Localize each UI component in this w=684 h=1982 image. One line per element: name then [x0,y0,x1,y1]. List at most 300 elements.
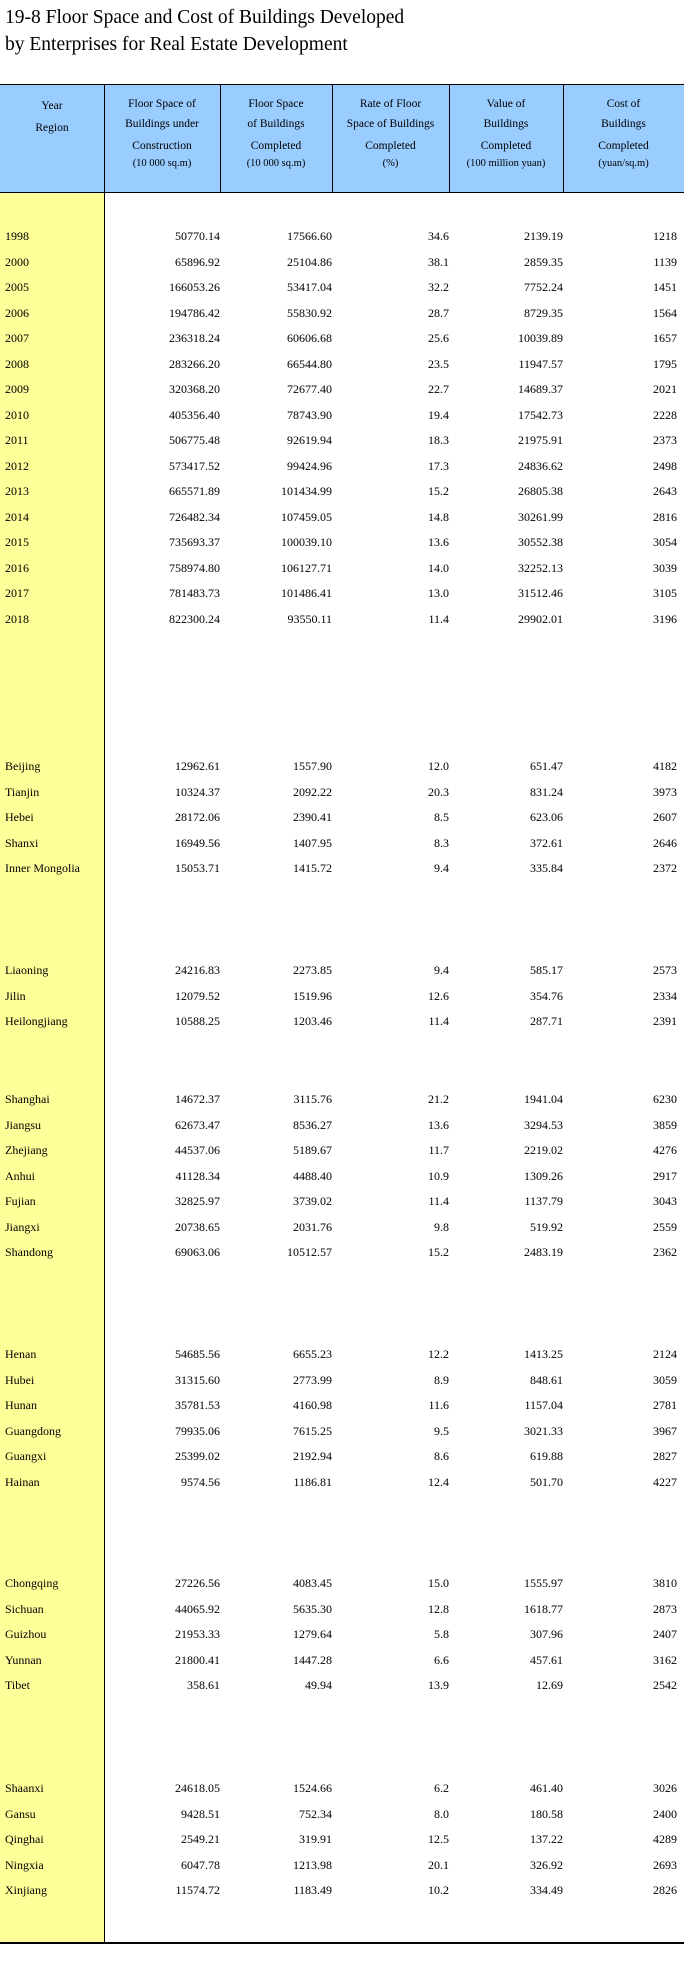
table-cell: 99424.96 [287,459,332,473]
table-row [0,1139,684,1161]
table-cell: 32825.97 [175,1194,220,1208]
table-row [0,531,684,553]
table-cell: 8.0 [434,1807,449,1821]
table-row [0,378,684,400]
row-label: 2016 [5,561,29,575]
table-cell: 21.2 [428,1092,449,1106]
row-label: 2010 [5,408,29,422]
table-cell: 585.17 [530,963,563,977]
table-cell: 4276 [653,1143,677,1157]
table-cell: 11947.57 [518,357,563,371]
table-cell: 72677.40 [287,382,332,396]
table-cell: 14.8 [428,510,449,524]
table-cell: 3294.53 [524,1118,563,1132]
header-line: Rate of Floor [359,98,422,110]
table-cell: 3739.02 [293,1194,332,1208]
table-cell: 8.5 [434,810,449,824]
table-cell: 405356.40 [169,408,220,422]
table-cell: 11.7 [428,1143,449,1157]
table-row [0,404,684,426]
table-cell: 31512.46 [518,586,563,600]
row-label: Beijing [5,759,41,773]
table-cell: 831.24 [530,785,563,799]
header-line: Completed [598,140,649,152]
row-label: Gansu [5,1807,36,1821]
table-cell: 326.92 [530,1858,563,1872]
table-cell: 3967 [653,1424,677,1438]
table-cell: 24618.05 [175,1781,220,1795]
table-row [0,1241,684,1263]
table-cell: 9.4 [434,861,449,875]
table-cell: 752.34 [299,1807,332,1821]
row-label: 2007 [5,331,29,345]
table-cell: 307.96 [530,1627,563,1641]
table-cell: 1203.46 [293,1014,332,1028]
table-row [0,1777,684,1799]
table-row [0,1854,684,1876]
table-row [0,1649,684,1671]
row-label: 2005 [5,280,29,294]
table-row [0,1828,684,1850]
row-label: Hainan [5,1475,40,1489]
header-line: Value of [486,98,526,110]
table-cell: 1415.72 [293,861,332,875]
row-label: 2014 [5,510,29,524]
table-cell: 4083.45 [293,1576,332,1590]
row-label: 2015 [5,535,29,549]
table-cell: 3059 [653,1373,677,1387]
table-row [0,1420,684,1442]
table-cell: 20.3 [428,785,449,799]
table-cell: 11.4 [428,1014,449,1028]
table-cell: 2646 [653,836,677,850]
row-label: Ningxia [5,1858,44,1872]
table-cell: 1413.25 [524,1347,563,1361]
table-cell: 17566.60 [287,229,332,243]
row-label: Henan [5,1347,37,1361]
table-bottom-rule [0,1942,684,1944]
row-label: Anhui [5,1169,35,1183]
header-line: Space of Buildings [346,118,435,130]
table-cell: 7615.25 [293,1424,332,1438]
header-line: Floor Space of [128,98,196,110]
row-label: Shanghai [5,1092,50,1106]
table-cell: 2334 [653,989,677,1003]
table-row [0,857,684,879]
table-cell: 1279.64 [293,1627,332,1641]
table-cell: 106127.71 [281,561,332,575]
row-label: 2013 [5,484,29,498]
table-cell: 8729.35 [524,306,563,320]
table-cell: 9.5 [434,1424,449,1438]
table-cell: 93550.11 [287,612,332,626]
table-cell: 92619.94 [287,433,332,447]
table-cell: 1137.79 [524,1194,563,1208]
table-cell: 6230 [653,1092,677,1106]
table-row [0,806,684,828]
table-cell: 13.6 [428,535,449,549]
row-label: 2000 [5,255,29,269]
table-cell: 15.2 [428,1245,449,1259]
header-divider [104,85,105,192]
table-cell: 12.4 [428,1475,449,1489]
title-line-1: 19-8 Floor Space and Cost of Buildings Developed [5,7,405,28]
table-cell: 10324.37 [175,785,220,799]
table-cell: 2483.19 [524,1245,563,1259]
table-cell: 457.61 [530,1653,563,1667]
header-divider [449,85,450,192]
table-cell: 2559 [653,1220,677,1234]
table-cell: 2373 [653,433,677,447]
table-row [0,1623,684,1645]
table-cell: 334.49 [530,1883,563,1897]
table-cell: 32252.13 [518,561,563,575]
table-cell: 2498 [653,459,677,473]
header-line: (100 million yuan) [466,158,546,169]
table-row [0,959,684,981]
table-cell: 66544.80 [287,357,332,371]
table-cell: 11.4 [428,1194,449,1208]
table-cell: 14672.37 [175,1092,220,1106]
table-cell: 2391 [653,1014,677,1028]
table-cell: 1447.28 [293,1653,332,1667]
row-label: Guangxi [5,1449,47,1463]
table-cell: 2643 [653,484,677,498]
table-cell: 100039.10 [281,535,332,549]
table-cell: 44065.92 [175,1602,220,1616]
row-label: Guangdong [5,1424,61,1438]
table-cell: 18.3 [428,433,449,447]
table-cell: 665571.89 [169,484,220,498]
table-cell: 180.58 [530,1807,563,1821]
table-cell: 10.2 [428,1883,449,1897]
table-cell: 1186.81 [293,1475,332,1489]
table-row [0,302,684,324]
table-cell: 34.6 [428,229,449,243]
table-cell: 3859 [653,1118,677,1132]
table-row [0,1572,684,1594]
table-cell: 2192.94 [293,1449,332,1463]
row-label: Sichuan [5,1602,44,1616]
table-cell: 1139 [653,255,677,269]
table-row [0,1598,684,1620]
row-label: Hubei [5,1373,35,1387]
table-cell: 12.8 [428,1602,449,1616]
table-cell: 848.61 [530,1373,563,1387]
table-row [0,1088,684,1110]
table-cell: 3021.33 [524,1424,563,1438]
row-label: Zhejiang [5,1143,48,1157]
table-cell: 69063.06 [175,1245,220,1259]
table-cell: 8.3 [434,836,449,850]
table-cell: 14689.37 [518,382,563,396]
table-cell: 12.6 [428,989,449,1003]
table-cell: 372.61 [530,836,563,850]
row-label: Xinjiang [5,1883,47,1897]
table-cell: 781483.73 [169,586,220,600]
table-cell: 1657 [653,331,677,345]
table-cell: 65896.92 [175,255,220,269]
table-cell: 519.92 [530,1220,563,1234]
table-cell: 3973 [653,785,677,799]
row-label: Liaoning [5,963,49,977]
table-cell: 2917 [653,1169,677,1183]
table-cell: 1309.26 [524,1169,563,1183]
table-cell: 78743.90 [287,408,332,422]
table-row [0,1010,684,1032]
table-cell: 25399.02 [175,1449,220,1463]
row-label: Shanxi [5,836,39,850]
table-cell: 461.40 [530,1781,563,1795]
table-cell: 12.69 [536,1678,563,1692]
table-cell: 107459.05 [281,510,332,524]
table-cell: 28172.06 [175,810,220,824]
table-cell: 23.5 [428,357,449,371]
table-cell: 20738.65 [175,1220,220,1234]
row-label: Hunan [5,1398,37,1412]
table-cell: 50770.14 [175,229,220,243]
table-cell: 6.6 [434,1653,449,1667]
table-cell: 11.6 [428,1398,449,1412]
table-cell: 9.4 [434,963,449,977]
row-label: 2018 [5,612,29,626]
table-cell: 4488.40 [293,1169,332,1183]
table-cell: 38.1 [428,255,449,269]
table-row [0,1471,684,1493]
header-line: Buildings [483,118,529,130]
table-cell: 2781 [653,1398,677,1412]
table-cell: 2031.76 [293,1220,332,1234]
row-label: Inner Mongolia [5,861,80,875]
table-cell: 26805.38 [518,484,563,498]
table-cell: 19.4 [428,408,449,422]
table-cell: 3810 [653,1576,677,1590]
table-row [0,1394,684,1416]
table-cell: 1555.97 [524,1576,563,1590]
table-cell: 79935.06 [175,1424,220,1438]
table-cell: 24216.83 [175,963,220,977]
table-cell: 4227 [653,1475,677,1489]
table-cell: 12962.61 [175,759,220,773]
table-row [0,1114,684,1136]
table-cell: 619.88 [530,1449,563,1463]
table-cell: 726482.34 [169,510,220,524]
header-line: Region [35,122,69,134]
table-cell: 2873 [653,1602,677,1616]
table-cell: 16949.56 [175,836,220,850]
table-cell: 3162 [653,1653,677,1667]
table-row [0,608,684,630]
table-cell: 29902.01 [518,612,563,626]
table-row [0,755,684,777]
row-label: 2009 [5,382,29,396]
table-cell: 14.0 [428,561,449,575]
table-row [0,353,684,375]
table-cell: 758974.80 [169,561,220,575]
table-row [0,506,684,528]
header-line: Completed [480,140,532,152]
table-cell: 22.7 [428,382,449,396]
table-cell: 2372 [653,861,677,875]
table-cell: 1941.04 [524,1092,563,1106]
header-divider [220,85,221,192]
header-rate-completed [332,85,449,192]
table-cell: 2273.85 [293,963,332,977]
table-cell: 15.0 [428,1576,449,1590]
table-cell: 17.3 [428,459,449,473]
table-cell: 822300.24 [169,612,220,626]
table-header [0,85,684,192]
table-cell: 1557.90 [293,759,332,773]
table-cell: 3115.76 [293,1092,332,1106]
row-label: Shandong [5,1245,53,1259]
table-title [5,4,565,58]
header-line: (yuan/sq.m) [598,158,649,169]
table-cell: 501.70 [530,1475,563,1489]
header-line: Completed [365,140,416,152]
table-cell: 4289 [653,1832,677,1846]
table-cell: 28.7 [428,306,449,320]
table-cell: 31315.60 [175,1373,220,1387]
header-line: (10 000 sq.m) [246,158,306,169]
table-row [0,1803,684,1825]
row-label: Chongqing [5,1576,59,1590]
table-cell: 12.2 [428,1347,449,1361]
row-label: 2012 [5,459,29,473]
table-cell: 1618.77 [524,1602,563,1616]
table-cell: 2693 [653,1858,677,1872]
table-cell: 2573 [653,963,677,977]
table-row [0,429,684,451]
table-cell: 1451 [653,280,677,294]
table-row [0,985,684,1007]
table-cell: 9428.51 [181,1807,220,1821]
table-cell: 1524.66 [293,1781,332,1795]
table-cell: 2407 [653,1627,677,1641]
table-cell: 13.6 [428,1118,449,1132]
table-row [0,251,684,273]
table-cell: 10.9 [428,1169,449,1183]
table-cell: 25.6 [428,331,449,345]
table-cell: 623.06 [530,810,563,824]
table-cell: 9574.56 [181,1475,220,1489]
table-cell: 13.0 [428,586,449,600]
header-line: (10 000 sq.m) [132,158,192,169]
table-cell: 7752.24 [524,280,563,294]
row-label: Yunnan [5,1653,42,1667]
table-cell: 2400 [653,1807,677,1821]
table-row [0,1445,684,1467]
table-cell: 2124 [653,1347,677,1361]
table-cell: 1795 [653,357,677,371]
table-row [0,1674,684,1696]
table-cell: 3026 [653,1781,677,1795]
table-cell: 5189.67 [293,1143,332,1157]
table-cell: 12.0 [428,759,449,773]
table-cell: 101486.41 [281,586,332,600]
header-divider [563,85,564,192]
row-label: Jilin [5,989,26,1003]
table-row [0,480,684,502]
table-row [0,1165,684,1187]
table-cell: 2542 [653,1678,677,1692]
table-cell: 2859.35 [524,255,563,269]
table-cell: 41128.34 [175,1169,220,1183]
table-cell: 651.47 [530,759,563,773]
table-cell: 573417.52 [169,459,220,473]
table-cell: 9.8 [434,1220,449,1234]
table-cell: 30552.38 [518,535,563,549]
table-cell: 49.94 [305,1678,332,1692]
table-row [0,557,684,579]
table-cell: 354.76 [530,989,563,1003]
table-cell: 2362 [653,1245,677,1259]
table-cell: 30261.99 [518,510,563,524]
table-cell: 4160.98 [293,1398,332,1412]
table-cell: 3039 [653,561,677,575]
table-cell: 2607 [653,810,677,824]
table-cell: 2827 [653,1449,677,1463]
table-row [0,582,684,604]
table-cell: 35781.53 [175,1398,220,1412]
table-cell: 3196 [653,612,677,626]
table-cell: 101434.99 [281,484,332,498]
row-label: 2017 [5,586,29,600]
table-cell: 25104.86 [287,255,332,269]
table-cell: 2092.22 [293,785,332,799]
table-cell: 6655.23 [293,1347,332,1361]
header-line: of Buildings [247,118,305,130]
table-cell: 11.4 [428,612,449,626]
row-label: Jiangsu [5,1118,41,1132]
header-value-completed [449,85,563,192]
table-cell: 735693.37 [169,535,220,549]
table-cell: 137.22 [530,1832,563,1846]
table-cell: 4182 [653,759,677,773]
table-cell: 1564 [653,306,677,320]
table-cell: 15053.71 [175,861,220,875]
header-line: Construction [132,140,192,152]
header-cost-completed [563,85,684,192]
table-cell: 24836.62 [518,459,563,473]
header-floor-space-under-construction [104,85,220,192]
table-cell: 2773.99 [293,1373,332,1387]
table-cell: 2219.02 [524,1143,563,1157]
table-cell: 6047.78 [181,1858,220,1872]
row-label: Hebei [5,810,34,824]
row-label: Jiangxi [5,1220,40,1234]
table-cell: 21975.91 [518,433,563,447]
table-cell: 6.2 [434,1781,449,1795]
table-cell: 3043 [653,1194,677,1208]
header-floor-space-completed [220,85,332,192]
table-cell: 11574.72 [175,1883,220,1897]
table-cell: 32.2 [428,280,449,294]
table-cell: 21800.41 [175,1653,220,1667]
row-label: Qinghai [5,1832,44,1846]
table-cell: 1407.95 [293,836,332,850]
header-line: Year [41,100,63,112]
table-cell: 10512.57 [287,1245,332,1259]
table-cell: 3054 [653,535,677,549]
table-cell: 44537.06 [175,1143,220,1157]
table-cell: 8536.27 [293,1118,332,1132]
table-cell: 62673.47 [175,1118,220,1132]
header-line: Floor Space [248,98,304,110]
table-cell: 2228 [653,408,677,422]
table-cell: 53417.04 [287,280,332,294]
table-row [0,225,684,247]
